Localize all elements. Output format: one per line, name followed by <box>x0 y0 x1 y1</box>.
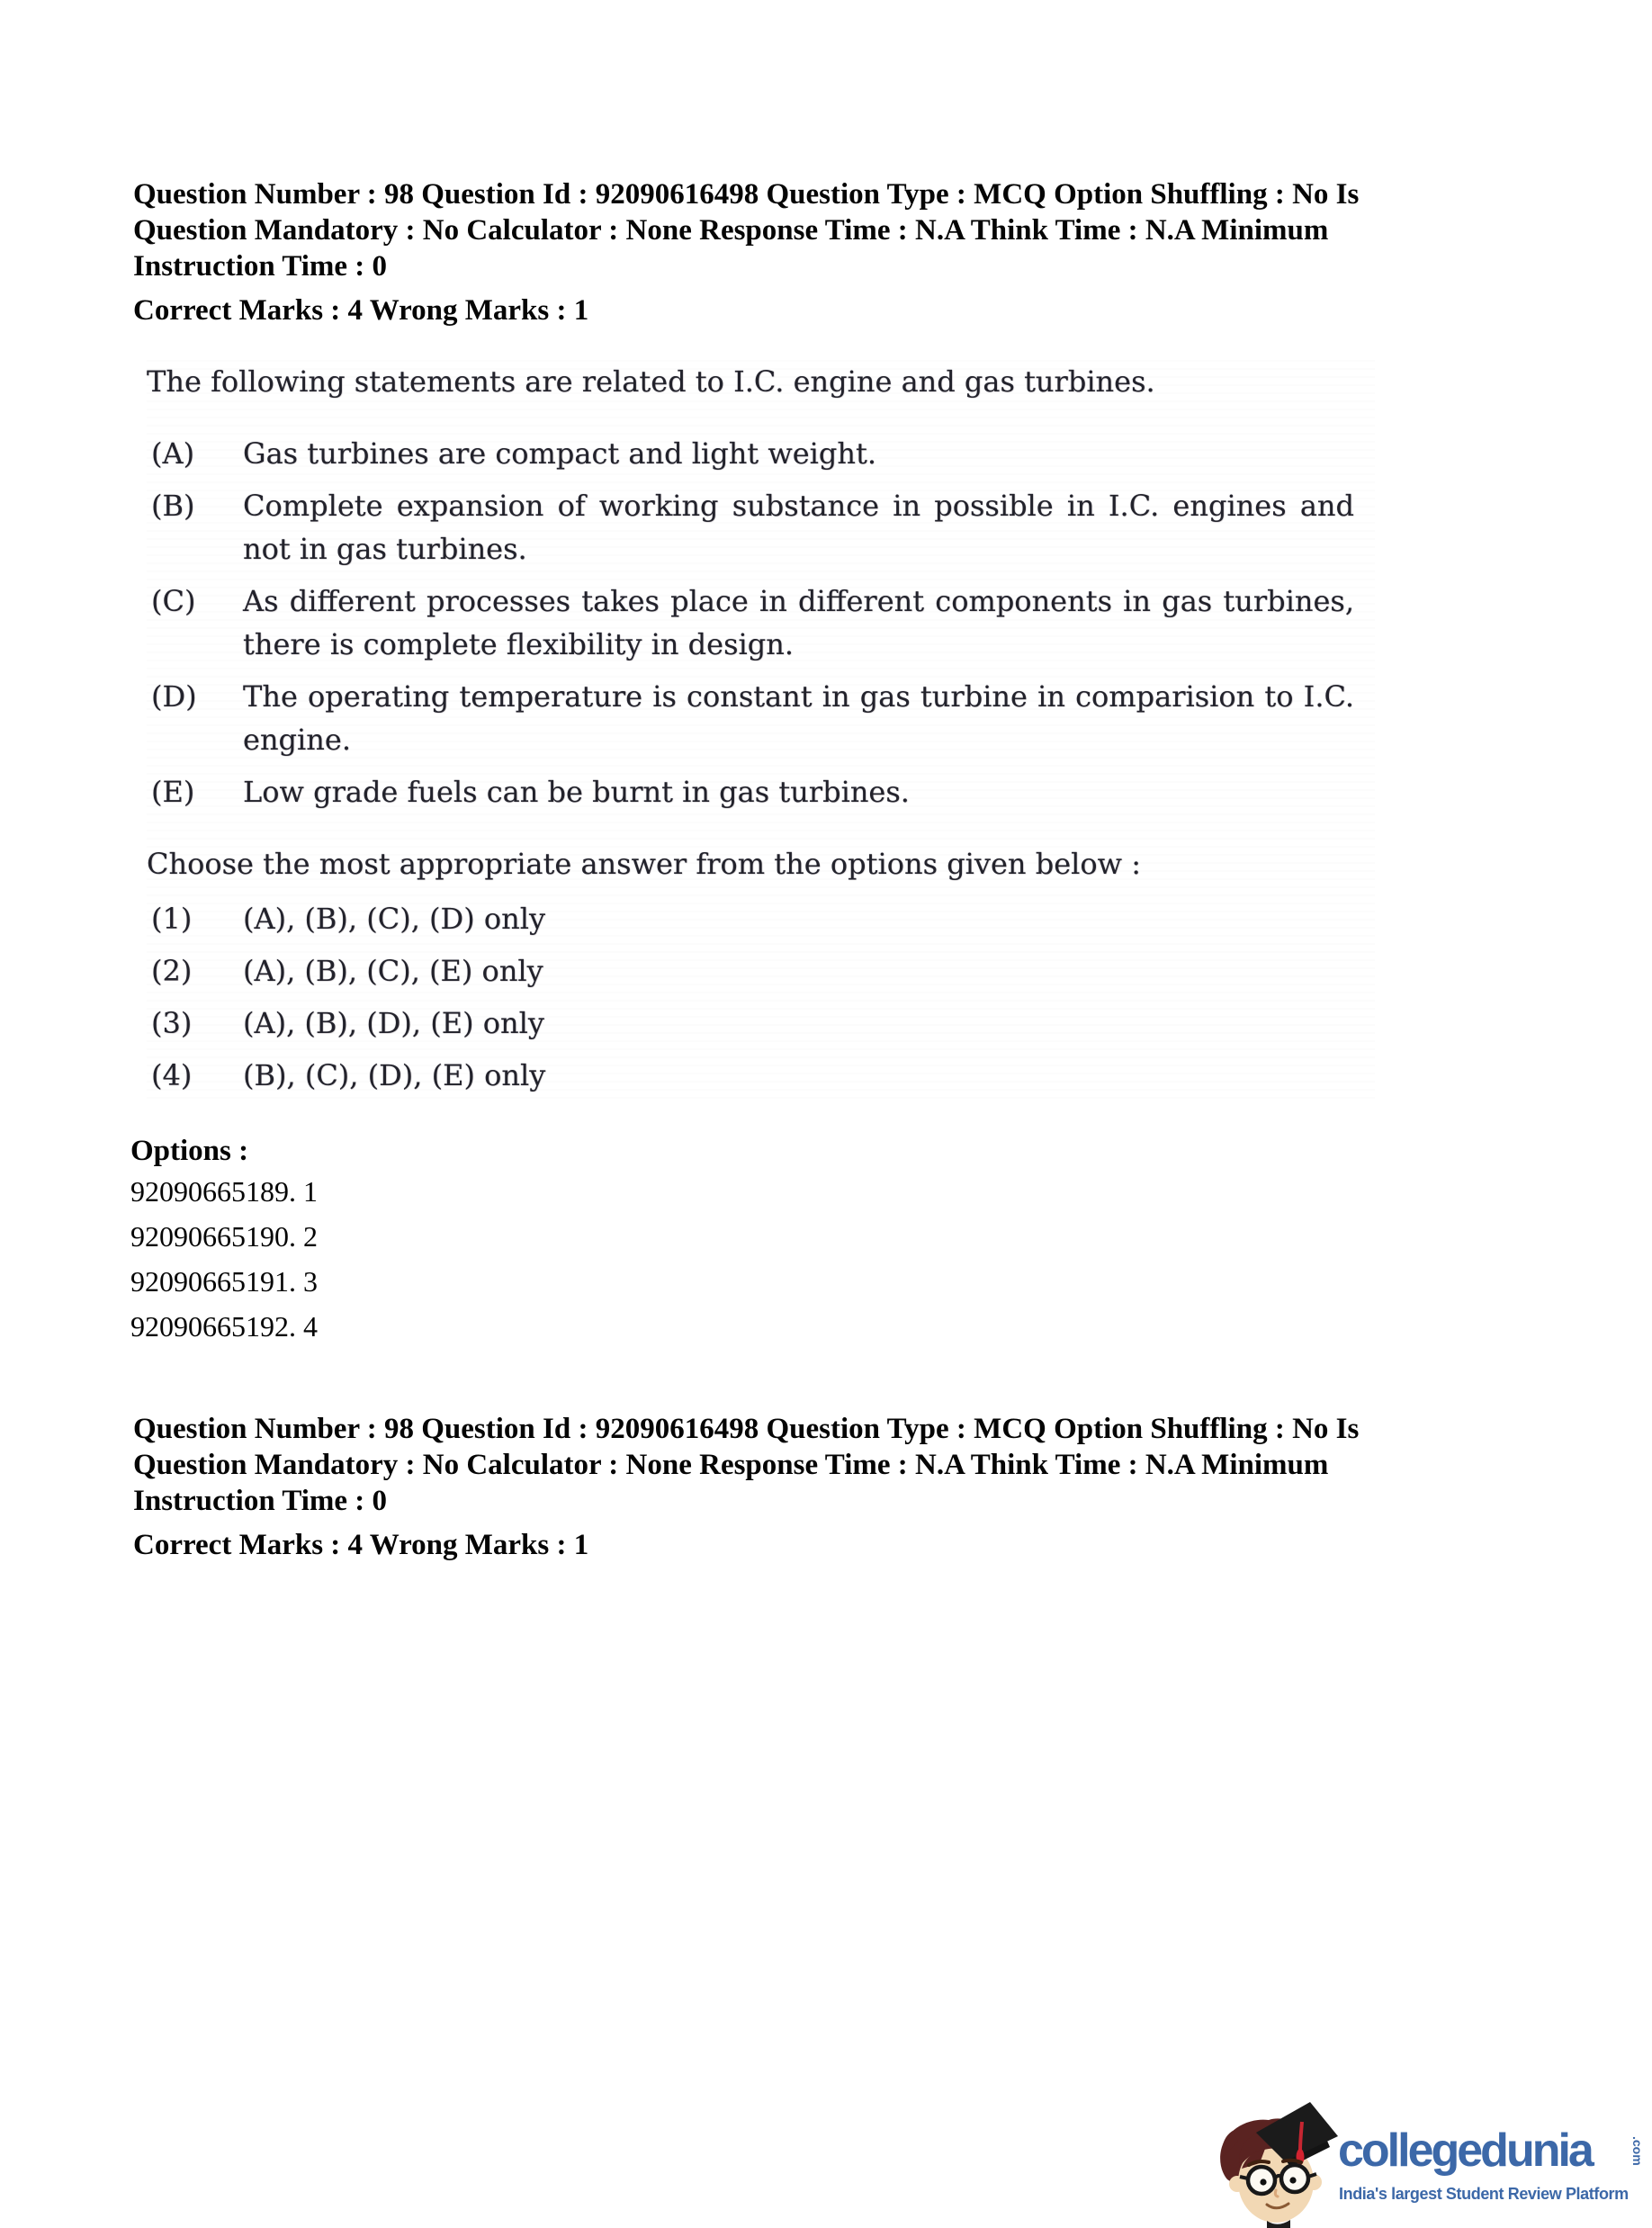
question-body-scan <box>147 360 1375 1101</box>
answer-options-block <box>130 1133 318 1349</box>
statement-text: Complete expansion of working substance in possible in I.C. engines and not in gas turbines. <box>243 489 1354 566</box>
choice-number: (1) <box>151 902 193 936</box>
statement-E <box>147 770 1375 813</box>
statement-list <box>147 432 1375 813</box>
choice-text: (A), (B), (C), (E) only <box>243 954 543 988</box>
marks-line: Correct Marks : 4 Wrong Marks : 1 <box>133 294 589 327</box>
statement-text: Gas turbines are compact and light weight. <box>243 436 877 471</box>
statement-A <box>147 432 1375 475</box>
choice-1 <box>147 893 1375 945</box>
statement-D <box>147 675 1375 761</box>
collegedunia-logo <box>1215 2097 1652 2228</box>
graduate-boy-mascot-icon <box>1215 2097 1338 2228</box>
meta-line-3: Instruction Time : 0 <box>133 1485 388 1517</box>
choice-4 <box>147 1049 1375 1101</box>
choice-number: (4) <box>151 1058 193 1092</box>
choice-text: (A), (B), (D), (E) only <box>243 1006 544 1040</box>
choice-number: (2) <box>151 954 193 988</box>
statement-label: (C) <box>151 584 196 618</box>
question-meta-block-2 <box>133 1411 1487 1563</box>
meta-line-3: Instruction Time : 0 <box>133 250 388 283</box>
option-id-2: 92090665190. 2 <box>130 1220 318 1253</box>
choice-3 <box>147 997 1375 1049</box>
meta-line-2: Question Mandatory : No Calculator : None Response Time : N.A Think Time : N.A Minimum <box>133 214 1329 247</box>
statement-label: (B) <box>151 489 195 523</box>
statement-label: (D) <box>151 679 197 714</box>
statement-text: As different processes takes place in different components in gas turbines, there is complete flexibility in design. <box>243 584 1354 661</box>
statement-text: The operating temperature is constant in gas turbine in comparision to I.C. engine. <box>243 679 1354 757</box>
choose-instruction: Choose the most appropriate answer from the options given below : <box>147 847 1141 881</box>
option-id-1: 92090665189. 1 <box>130 1175 318 1208</box>
meta-line-2: Question Mandatory : No Calculator : None Response Time : N.A Think Time : N.A Minimum <box>133 1449 1329 1481</box>
option-id-4: 92090665192. 4 <box>130 1310 318 1343</box>
marks-line: Correct Marks : 4 Wrong Marks : 1 <box>133 1529 589 1561</box>
statement-label: (A) <box>151 436 195 471</box>
statement-B <box>147 484 1375 570</box>
choice-text: (B), (C), (D), (E) only <box>243 1058 546 1092</box>
statement-text: Low grade fuels can be burnt in gas turbines. <box>243 775 910 809</box>
meta-line-1: Question Number : 98 Question Id : 92090616498 Question Type : MCQ Option Shuffling : No Is <box>133 1413 1360 1445</box>
question-meta-block-1 <box>133 176 1487 328</box>
collegedunia-tld: .com <box>1630 2136 1645 2166</box>
choice-text: (A), (B), (C), (D) only <box>243 902 546 936</box>
statement-C <box>147 579 1375 666</box>
option-id-3: 92090665191. 3 <box>130 1265 318 1298</box>
collegedunia-tagline: India's largest Student Review Platform <box>1339 2185 1629 2203</box>
meta-line-1: Question Number : 98 Question Id : 92090616498 Question Type : MCQ Option Shuffling : No Is <box>133 178 1360 211</box>
options-title: Options : <box>130 1135 249 1167</box>
choice-list <box>147 893 1375 1101</box>
collegedunia-wordmark: collegedunia <box>1338 2125 1592 2177</box>
choice-2 <box>147 945 1375 997</box>
question-intro: The following statements are related to I.C. engine and gas turbines. <box>147 364 1155 399</box>
choice-number: (3) <box>151 1006 193 1040</box>
statement-label: (E) <box>151 775 195 809</box>
